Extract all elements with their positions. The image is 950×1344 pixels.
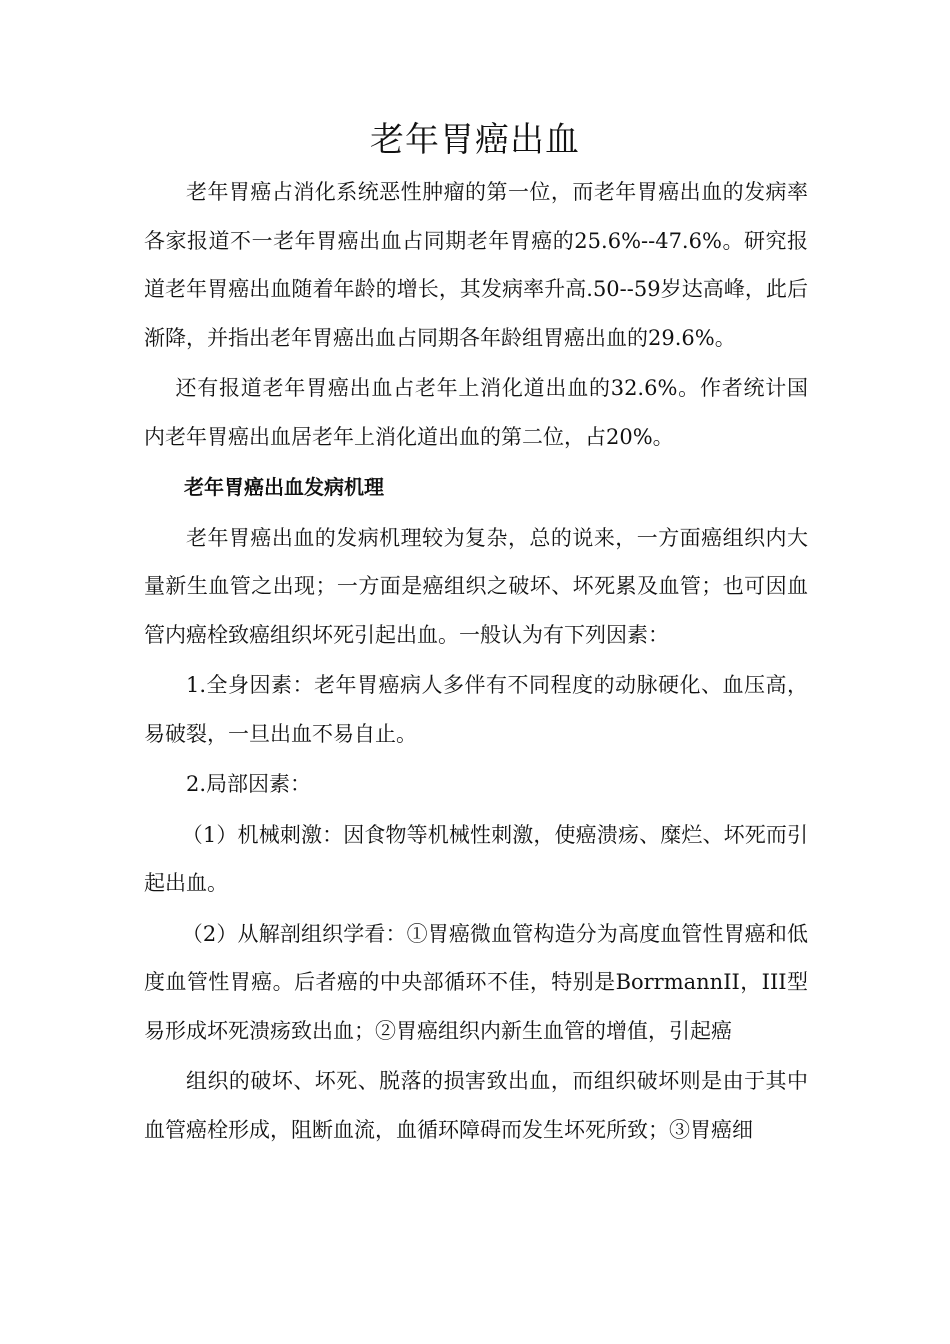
- paragraph-local-factors: 2.局部因素：: [186, 772, 312, 796]
- document-title: 老年胃癌出血: [370, 120, 580, 160]
- paragraph-mechanical-stimulation: （1）机械刺激：因食物等机械性刺激，使癌溃疡、糜烂、坏死而引起出血。: [144, 822, 808, 895]
- section-heading: 老年胃癌出血发病机理: [184, 475, 384, 499]
- paragraph-intro: 老年胃癌占消化系统恶性肿瘤的第一位，而老年胃癌出血的发病率各家报道不一老年胃癌出血占同期老年胃癌的25.6%--47.6%。研究报道老年胃癌出血随着年龄的增长，其发病率升高.50--59岁达高峰，此后渐降，并指出老年胃癌出血占同期各年龄组胃癌出血的29.6%。: [144, 180, 808, 350]
- paragraph-statistics: 还有报道老年胃癌出血占老年上消化道出血的32.6%。作者统计国内老年胃癌出血居老年上消化道出血的第二位，占20%。: [144, 376, 808, 449]
- paragraph-tissue-damage: 组织的破坏、坏死、脱落的损害致出血，而组织破坏则是由于其中血管癌栓形成，阻断血流，血循环障碍而发生坏死所致；③胃癌细: [144, 1069, 808, 1142]
- paragraph-systemic-factors: 1.全身因素：老年胃癌病人多伴有不同程度的动脉硬化、血压高，易破裂，一旦出血不易自止。: [144, 673, 808, 746]
- paragraph-mechanism: 老年胃癌出血的发病机理较为复杂，总的说来，一方面癌组织内大量新生血管之出现；一方面是癌组织之破坏、坏死累及血管；也可因血管内癌栓致癌组织坏死引起出血。一般认为有下列因素：: [144, 525, 808, 647]
- document-body: [144, 168, 808, 1154]
- paragraph-anatomy: （2）从解剖组织学看：①胃癌微血管构造分为高度血管性胃癌和低度血管性胃癌。后者癌的中央部循环不佳，特别是BorrmannII，III型易形成坏死溃疡致出血；②胃癌组织内新生血管的增值，引起癌: [144, 921, 808, 1043]
